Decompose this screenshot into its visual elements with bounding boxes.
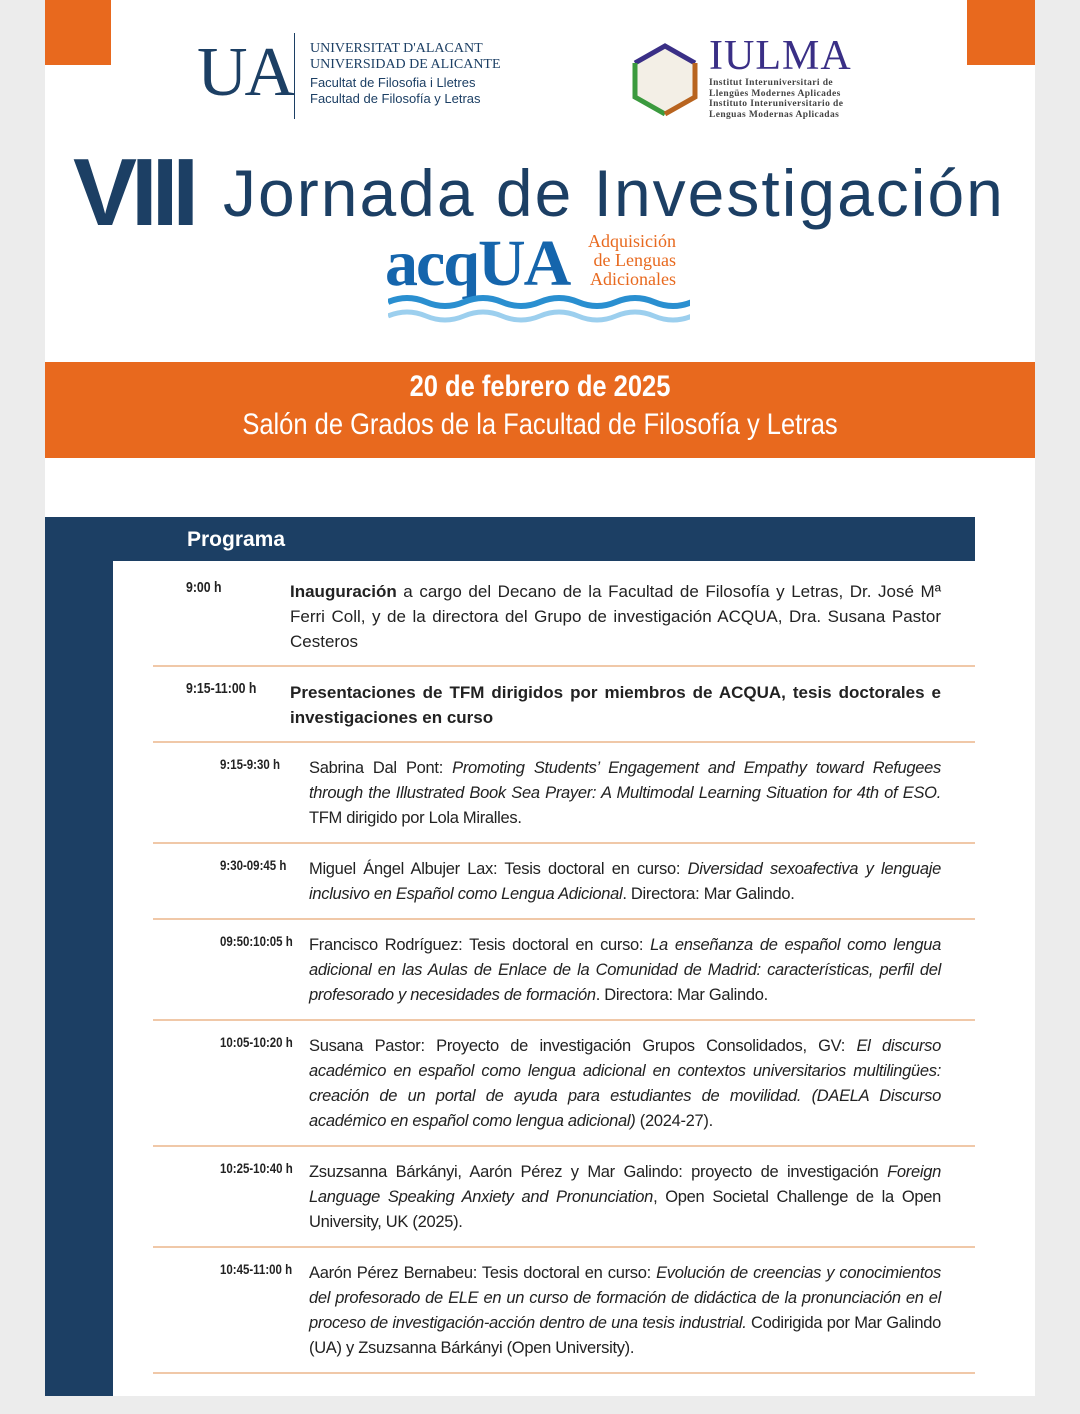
faculty-line: Facultad de Filosofía y Letras xyxy=(310,91,481,106)
row-description xyxy=(290,579,941,654)
acqua-line: Adicionales xyxy=(590,269,676,289)
text-segment: Francisco Rodríguez: Tesis doctoral en curso: xyxy=(309,936,651,954)
row-time: 9:15-11:00 h xyxy=(186,680,257,697)
program-row xyxy=(153,920,975,1021)
row-time: 10:05-10:20 h xyxy=(220,1034,293,1050)
iulma-line: Institut Interuniversitari de xyxy=(709,78,834,88)
text-segment: Evolución de creencias y conocimientos del profesorado de ELE en un curso de formación de didáctica de la pronunciación en el proceso de investigación-acción dentro de una tesis industrial. xyxy=(309,1264,942,1332)
program-row xyxy=(153,1248,975,1374)
row-time: 10:25-10:40 h xyxy=(220,1160,293,1176)
program-row xyxy=(153,667,975,743)
program-row xyxy=(153,1147,975,1248)
text-segment: . Directora: Mar Galindo. xyxy=(622,885,795,903)
iulma-text xyxy=(709,78,843,120)
iulma-line: Lenguas Modernas Aplicadas xyxy=(709,109,840,120)
title-text: Jornada de Investigación xyxy=(223,156,1005,230)
program-row xyxy=(153,844,975,920)
row-time: 10:45-11:00 h xyxy=(220,1261,293,1277)
program-heading: Programa xyxy=(45,517,975,561)
row-description xyxy=(309,857,941,907)
event-banner xyxy=(45,362,1035,458)
ua-line: UNIVERSIDAD DE ALICANTE xyxy=(310,57,501,72)
row-description xyxy=(290,680,941,730)
faculty-line: Facultat de Filosofia i Lletres xyxy=(310,75,476,90)
text-segment: Inauguración xyxy=(290,582,397,601)
program-row xyxy=(153,566,975,667)
program-side-bar xyxy=(45,517,113,1396)
text-segment: . Directora: Mar Galindo. xyxy=(595,986,768,1004)
text-segment: a cargo del Decano de la Facultad de Filosofía y Letras, Dr. José Mª Ferri Coll, y de la directora del Grupo de investigación ACQUA, Dra. Susana Pastor Cesteros xyxy=(290,582,941,651)
program-row xyxy=(153,1021,975,1147)
row-description xyxy=(309,1261,941,1361)
row-description xyxy=(309,1034,941,1134)
event-place: Salón de Grados de la Facultad de Filosofía y Letras xyxy=(242,408,838,441)
waves-icon xyxy=(388,294,690,324)
event-date: 20 de febrero de 2025 xyxy=(409,370,671,403)
row-time: 9:15-9:30 h xyxy=(220,756,280,772)
iulma-line: Llengües Modernes Aplicades xyxy=(709,88,841,99)
row-time: 9:30-09:45 h xyxy=(220,857,287,873)
iulma-logo: IULMA xyxy=(709,33,852,79)
text-segment: Foreign Language Speaking Anxiety and Pronunciation xyxy=(309,1163,941,1206)
iulma-line: Instituto Interuniversitario de xyxy=(709,99,844,109)
row-description xyxy=(309,933,941,1008)
orange-corner-left xyxy=(45,0,111,65)
orange-corner-right xyxy=(967,0,1035,65)
text-segment: Susana Pastor: Proyecto de investigación Grupos Consolidados, GV: xyxy=(309,1037,857,1055)
program-row xyxy=(153,743,975,844)
text-segment: Presentaciones de TFM dirigidos por miembros de ACQUA, tesis doctorales e investigaciones en curso xyxy=(290,683,941,727)
program-list xyxy=(153,566,975,1374)
text-segment: Diversidad sexoafectiva y lenguaje inclusivo en Español como Lengua Adicional xyxy=(309,860,941,903)
text-segment: El discurso académico en español como lengua adicional en contextos universitarios multilingües: creación de un portal de ayuda para estudiantes de movilidad. (DAELA Discurso académico en español como lengua adicional) xyxy=(309,1037,941,1130)
iulma-hexagon-icon xyxy=(631,42,699,118)
text-segment: Aarón Pérez Bernabeu: Tesis doctoral en curso: xyxy=(309,1264,657,1282)
acqua-subtitle xyxy=(588,232,676,289)
acqua-line: Adquisición xyxy=(588,231,676,251)
row-description xyxy=(309,1160,941,1235)
text-segment: Miguel Ángel Albujer Lax: Tesis doctoral en curso: xyxy=(309,860,688,878)
ua-logo: UA xyxy=(197,34,293,111)
text-segment: La enseñanza de español como lengua adicional en las Aulas de Enlace de la Comunidad de Madrid: características, perfil del profesorado y necesidades de formación xyxy=(309,936,941,1004)
text-segment: Promoting Students’ Engagement and Empathy toward Refugees through the Illustrated Book Sea Prayer: A Multimodal Learning Situation for 4th of ESO. xyxy=(309,759,941,802)
text-segment: Sabrina Dal Pont: xyxy=(309,759,453,777)
text-segment: TFM dirigido por Lola Miralles. xyxy=(309,809,522,827)
row-time: 9:00 h xyxy=(186,579,222,596)
text-segment: Codirigida por Mar Galindo (UA) y Zsuzsanna Bárkányi (Open University). xyxy=(309,1314,941,1357)
text-segment: , Open Societal Challenge de la Open University, UK (2025). xyxy=(309,1188,941,1231)
row-description xyxy=(309,756,941,831)
row-time: 09:50:10:05 h xyxy=(220,933,293,949)
acqua-line: de Lenguas xyxy=(593,250,676,270)
text-segment: (2024-27). xyxy=(635,1112,713,1130)
acqua-wordmark: acqUA xyxy=(385,227,570,300)
poster xyxy=(45,0,1035,1396)
ua-text xyxy=(310,41,501,107)
ua-line: UNIVERSITAT D'ALACANT xyxy=(310,41,483,56)
title-number: VIII xyxy=(73,139,194,246)
acqua-logo xyxy=(385,226,695,326)
logo-divider xyxy=(294,33,295,119)
text-segment: Zsuzsanna Bárkányi, Aarón Pérez y Mar Galindo: proyecto de investigación xyxy=(309,1163,888,1181)
